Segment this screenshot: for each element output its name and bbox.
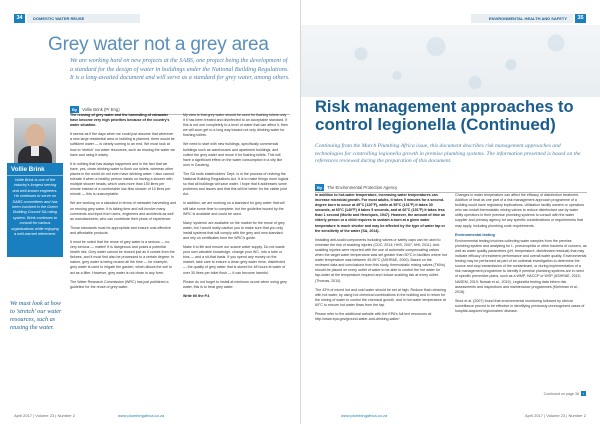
article-intro: Continuing from the March Plumbing Africa issue, this document describes risk management approaches and technologies for controlling legionella growth in premise plumbing systems. The information presented is based on the references reviewed during the preparation of this document.: [315, 143, 581, 165]
arrow-right-icon: ›: [582, 391, 585, 396]
body-column-1: [70, 113, 176, 294]
paragraph: In addition to hot-water temperature, increasing water temperatures can increase microbial growth. For most adults, it takes 5 minutes for a second-degree burn to occur at 49°C (120°F), while at 55°C (131°F) it takes 30 seconds, at 60°C (140°F) it takes 5 seconds, and at 66°C (151°F) it takes less than 1 second (Moritz and Henriques, 1947). However, the amount of time an elderly person or a child requires to sustain a burn at a given water temperature is much shorter and may be affected by the type of water tap or the sensitivity of the water (SA, 2014).: [315, 193, 446, 233]
pull-quote: We must look at how to 'stretch' our water resources, such as reusing the water.: [10, 300, 62, 331]
running-head: ENVIRONMENTAL HEALTH AND SAFETY: [471, 14, 573, 23]
paragraph: The 43% of mixed hot and cold water should be set at high. Reduce flush cleaning with hot water, by using hot chemical combinations in the building and in return for the mixing of water to control the chemical growth, and in hot water temperature at 60°C to ensure hot water flows from the tap.: [315, 287, 446, 307]
byline-tag: By: [72, 107, 78, 112]
page-number: 35: [575, 14, 586, 23]
paragraph: It seems as if the days when we could just assume that wherever a new large residential area or building is planned, there would be sufficient water — is clearly coming to an end. We must look at how to 'stretch' our water resources, such as reusing the water we have and using it wisely.: [70, 132, 176, 157]
paragraph: We are working on a standard in terms of rainwater harvesting and on reusing grey water. It is taking time and will involve many comments and input from users, engineers and architects as well as manufacturers, who can contribute their years of experience.: [70, 201, 177, 221]
byline-tag: By: [317, 185, 323, 190]
paragraph: It is nothing that has always happened and in the fact that we have, yes, clean drinking water to flush our toilets, whereas other places in the world do not even have drinking water. I also cannot tolerate it when a healthy person insists on having a shower with multiple shower heads, which uses more than 150 litres per minute instead of a comfortable low-flow shower of 10 litres per minute — this is unacceptable.: [70, 161, 174, 197]
article-intro: We are working hard on new projects at the SABS, one project being the development of a standard for the design of water in buildings under the National Building Regulations. It is a long-awaited document and will serve as a standard for grey water, among others.: [70, 57, 290, 82]
paragraph: Many 'systems' are available on the market for the reuse of grey water, but I would really caution you to make sure that you only install systems that will comply with the grey and new standard and rely on certificates from the WRC's guide.: [183, 220, 285, 240]
byline: [315, 184, 587, 193]
article-title-line-2: control legionella (Continued): [315, 115, 556, 134]
paragraph: Those standards must be appropriate and ensure cost-effective and affordable products.: [70, 225, 171, 235]
paragraph: Please do not forget to install at minimum ozone when using grey water, this is to treat grey water.: [183, 279, 287, 289]
paragraph: Please refer to the additional website with the EPA's full text resources at: http://www.epa.gov/ground-water-and-drinking-water/: [315, 311, 432, 322]
continued-note[interactable]: [544, 391, 586, 396]
paragraph: Stout et al. (2007) found that environmental monitoring followed by clinical surveillance proved to be effective in identifying previously unrecognised cases of hospital-acquired legionnaires' disease.: [455, 298, 585, 313]
body-column-2: [455, 193, 587, 318]
author-bio: Vollie Brink is one of the industry's longest serving and well-known engineers. He continues to serve on SABS committees and has been involved in the Green Building Council SA rating system. Brink continues to consult for various organisations while enjoying a well-earned retirement.: [11, 178, 59, 237]
paragraph: The Water Research Commission (WRC) has just published a guideline for the reuse of grey water.: [70, 279, 169, 289]
paragraph: Installing anti-scald components including valves or safety caps can be used to minimise the risk of scalding injuries (CDC, 2014; HHS, 2007; NHI, 2011). Anti-scalding injuries were reported with the use of automatic compensating valves when the target water temperature was set greater than 50°C in facilities where hot water temperature was between 49-55°C (ASHRAE, 2000). Based on the reviewed data and conclusions from this study, thermostatic mixing valves (TMVs) should be placed on every outlet of water to be able to control the hot water for tap-water at the temperature required and reduce scalding risk at every outlet. (Thomas, 2010).: [315, 237, 447, 283]
body-column-1: [315, 193, 447, 326]
right-page: [300, 0, 600, 424]
paragraph: The reusing of grey water and the harvesting of rainwater have become very high priorities because of the country's water situation.: [70, 113, 170, 128]
paragraph: The SA roofs stakeholders' Dept. is in the process of revising the National Building Regulations Act. It is to make things more logical so that all buildings will save water. I hope that it addresses some problems and issues and that this will be better for the viable joint Act.: [183, 171, 289, 197]
author-photo: [14, 118, 56, 164]
footer-url[interactable]: www.plumbingafrica.co.za: [341, 413, 388, 418]
paragraph: Write till the P.4: [183, 293, 210, 298]
footer-url[interactable]: www.plumbingafrica.co.za: [118, 413, 165, 418]
byline-author: The Environmental Protection Agency: [327, 185, 398, 190]
paragraph: Make it to life and ensure our scarce water supply. Do not waste your own valuable knowledge, change your WC- into a tube or bins — and a sit-that basis. If you spend any money on the market, take care to ensure a clean grey water rinse, disinfected — the quality of grey water that is stored for 48 hours at water of over 30 litres per toilet flush — it can become harmful.: [183, 245, 286, 275]
running-head: DOMESTIC WATER REUSE: [27, 14, 140, 23]
paragraph: In addition, we are working on a standard for grey water that will still take some time to complete, but the guideline issued by the WRC is available and could be used.: [183, 201, 285, 216]
footer-issue: April 2017 | Volume 23 | Number 2: [525, 413, 586, 418]
article-title-line-1: Risk management approaches to: [315, 98, 574, 116]
byline-author: Vollie Brink (Pr Eng): [82, 107, 120, 112]
body-column-2: [183, 113, 289, 303]
page-number: 34: [14, 14, 25, 23]
paragraph: We need to start with new buildings, specifically commercial buildings such as warehouses and apartment buildings, and collect the grey water and reuse it for flushing toilets. This will have a significant effect on the water consumption in a city like ours in Gauteng.: [183, 142, 283, 167]
article-title: Grey water not a grey area: [48, 34, 269, 55]
author-sidebar: [7, 163, 63, 257]
water-droplets-image: [301, 25, 600, 97]
paragraph: My view is that grey water should be used for flushing toilets only if it has been treated and disinfected to an acceptable standard. If this is not one completely to a level of water that can affect it, then we will soon get to a long way toward not only drinking water for flushing toilets.: [183, 113, 288, 138]
paragraph: Changes in water temperature can affect the efficacy of disinfection treatment. Addition of heat as one part of a risk management approach programme of a building could have regulatory implications. Utilisation facility owners or operators who can install thermostatic mixing valves to reduce disinfectant use by water utility operators in their premise plumbing systems to consult with the water supplier and primacy agency for any specific considerations or requirements that may apply, including plumbing code requirements.: [455, 193, 585, 228]
paragraph: Environmental testing involves collecting water samples from the premise plumbing system and analysing for L. pneumophila or other bacteria of concern, as well as water quality parameters (pH, temperature, disinfectant residual) that may indicate efficacy of treatment performance and overall water quality. Environmental testing may be performed as part of an outbreak investigation to determine the source and stop transmission of the contaminant, or during implementation of a risk management programme to identify if premise plumbing systems are in need of specific preventive plans, such as a WMP, HACCP or WSP (ASHRAE, 2015; NASEM, 2019; Nowak et al., 2019). Legionella testing data inform risk assessments and inspections and maintenance programmes (Kleinman et al., 2018).: [455, 238, 587, 294]
footer-issue: April 2017 | Volume 23 | Number 2: [14, 413, 75, 418]
continued-text: Continued on page 38: [543, 391, 579, 396]
section-heading: Environmental testing: [455, 232, 495, 237]
paragraph: It must be noted that the reuse of grey water is a serious — no, very serious — matter! It is dangerous and poses a potential health risk. Grey water cannot be reused just as it comes from the fixtures, and it must first also be processed to a certain degree. In nature, grey water is being reused all the time — for example, grey water is used to irrigate the garden, which allows the soil to act as a filter. However, grey water is not clean in any form.: [70, 239, 175, 275]
author-name: Vollie Brink: [7, 163, 63, 176]
